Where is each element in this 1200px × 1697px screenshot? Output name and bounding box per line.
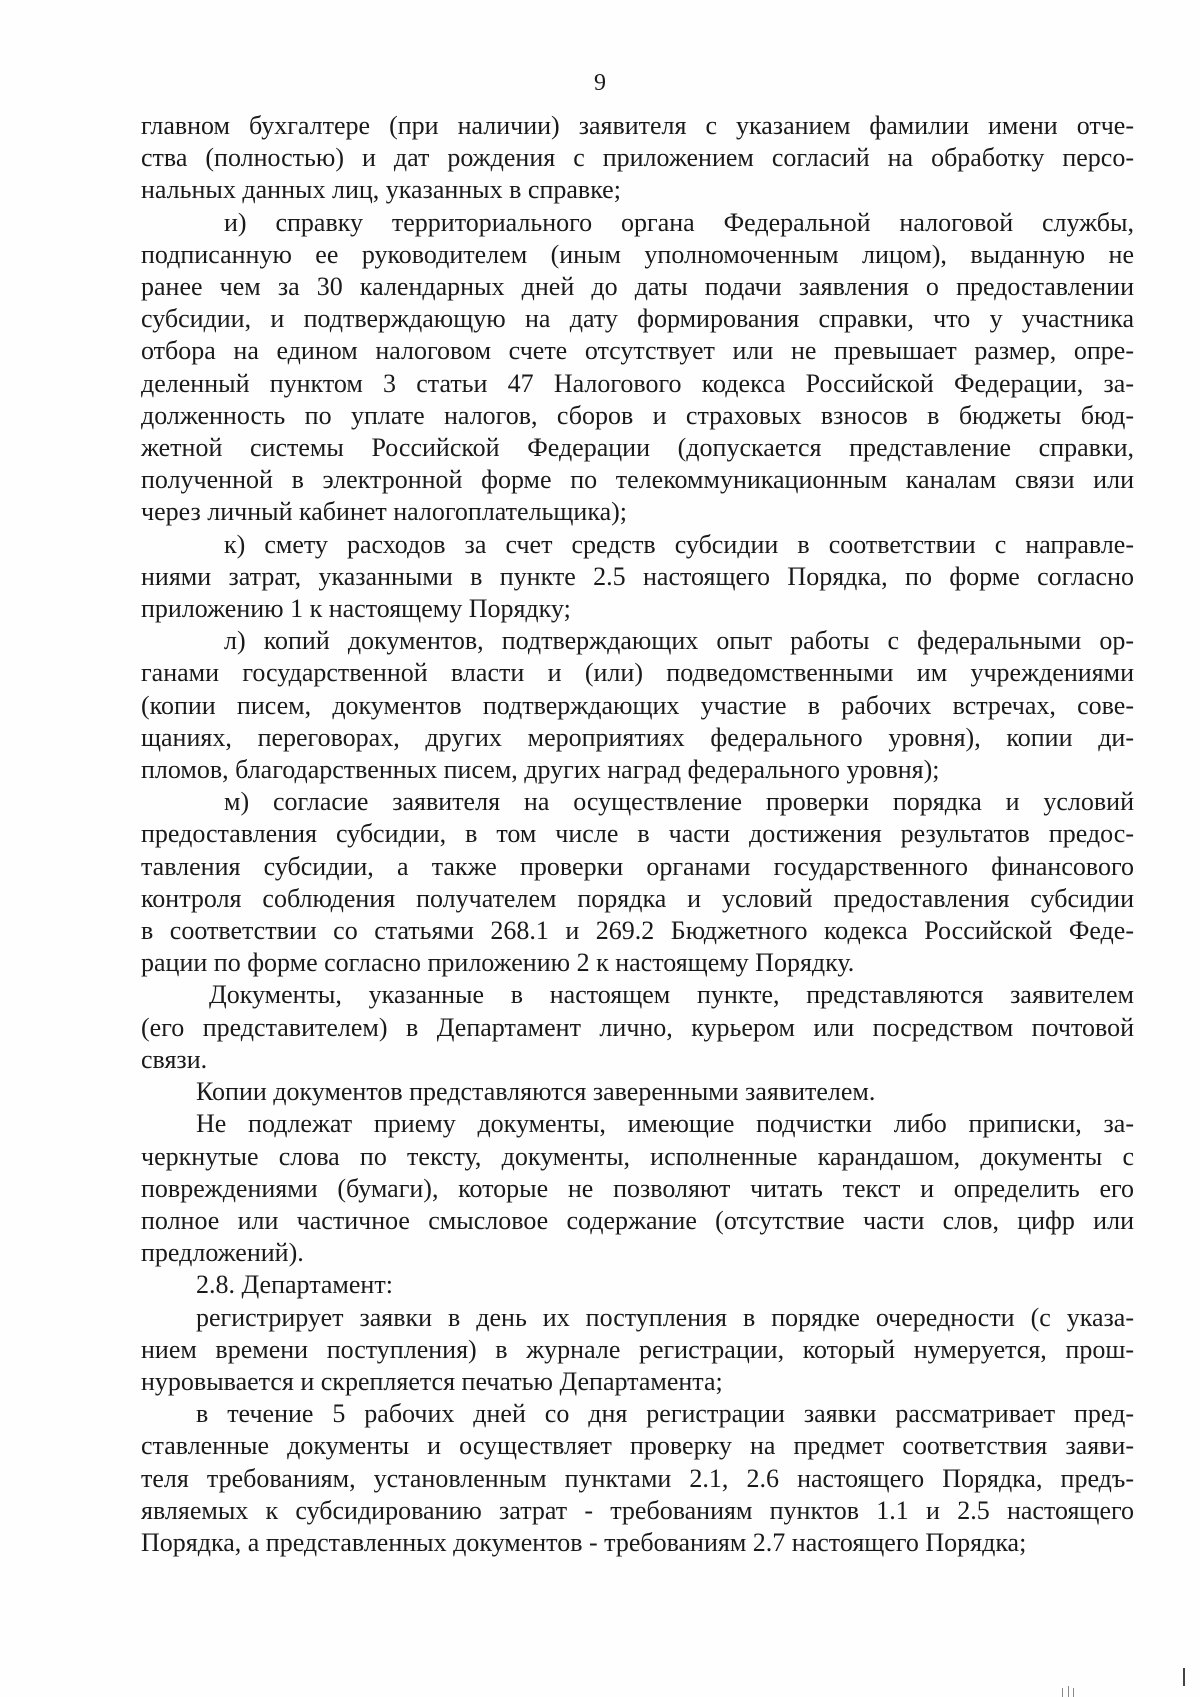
document-body — [141, 110, 1134, 1559]
text-line: предоставления субсидии, в том числе в части достижения результатов предос- — [141, 819, 1134, 849]
text-line: к) смету расходов за счет средств субсидии в соответствии с направле- — [224, 529, 1134, 559]
paragraph-m — [141, 786, 1134, 979]
text-line: теля требованиям, установленным пунктами 2.1, 2.6 настоящего Порядка, предъ- — [141, 1463, 1134, 1493]
paragraph-review — [141, 1398, 1134, 1559]
paragraph-copies — [141, 1076, 1134, 1108]
text-line: ранее чем за 30 календарных дней до даты подачи заявления о предоставлении — [141, 272, 1134, 302]
text-line: 2.8. Департамент: — [196, 1270, 393, 1300]
text-line: деленный пунктом 3 статьи 47 Налогового кодекса Российской Федерации, за- — [141, 368, 1134, 398]
text-line: Копии документов представляются заверенными заявителем. — [196, 1077, 876, 1107]
text-line: черкнутые слова по тексту, документы, исполненные карандашом, документы с — [141, 1141, 1134, 1171]
text-line: тавления субсидии, а также проверки органами государственного финансового — [141, 851, 1134, 881]
paragraph-register — [141, 1302, 1134, 1399]
text-line: главном бухгалтере (при наличии) заявителя с указанием фамилии имени отче- — [141, 111, 1134, 140]
text-line: пломов, благодарственных писем, других наград федерального уровня); — [141, 755, 940, 785]
text-line: отбора на едином налоговом счете отсутствует или не превышает размер, опре- — [141, 336, 1134, 366]
text-line: в течение 5 рабочих дней со дня регистрации заявки рассматривает пред- — [196, 1399, 1134, 1429]
text-line: Документы, указанные в настоящем пункте, представляются заявителем — [209, 980, 1134, 1010]
text-line: нуровывается и скрепляется печатью Департамента; — [141, 1366, 723, 1396]
text-line: рации по форме согласно приложению 2 к настоящему Порядку. — [141, 948, 855, 978]
text-line: полученной в электронной форме по телекоммуникационным каналам связи или — [141, 465, 1134, 495]
paragraph-28 — [141, 1269, 1134, 1301]
text-line: контроля соблюдения получателем порядка и условий предоставления субсидии — [141, 883, 1134, 913]
text-line: ставленные документы и осуществляет проверку на предмет соответствия заяви- — [141, 1431, 1134, 1461]
text-line: повреждениями (бумаги), которые не позволяют читать текст и определить его — [141, 1173, 1134, 1203]
text-line: л) копий документов, подтверждающих опыт работы с федеральными ор- — [224, 626, 1134, 656]
text-line: долженность по уплате налогов, сборов и страховых взносов в бюджеты бюд- — [141, 400, 1134, 430]
text-line: являемых к субсидированию затрат - требованиям пунктов 1.1 и 2.5 настоящего — [141, 1495, 1134, 1525]
text-line: Не подлежат приему документы, имеющие подчистки либо приписки, за- — [196, 1109, 1134, 1139]
text-line: жетной системы Российской Федерации (допускается представление справки, — [141, 433, 1134, 463]
text-line: (копии писем, документов подтверждающих участие в рабочих встречах, сове- — [141, 690, 1134, 720]
text-line: (его представителем) в Департамент лично, курьером или посредством почтовой — [141, 1012, 1134, 1042]
paragraph-intro — [141, 110, 1134, 207]
paragraph-l — [141, 625, 1134, 786]
text-line: и) справку территориального органа Федеральной налоговой службы, — [224, 207, 1134, 237]
text-line: ниями затрат, указанными в пункте 2.5 настоящего Порядка, по форме согласно — [141, 561, 1134, 591]
text-line: предложений). — [141, 1238, 304, 1268]
text-line: нальных данных лиц, указанных в справке; — [141, 175, 621, 205]
paragraph-k — [141, 529, 1134, 626]
scan-artifact — [1183, 1668, 1185, 1686]
scan-artifact — [1068, 1686, 1069, 1697]
text-line: связи. — [141, 1044, 208, 1074]
paragraph-i — [141, 207, 1134, 529]
text-line: ства (полностью) и дат рождения с приложением согласий на обработку персо- — [141, 143, 1134, 173]
scan-artifact — [1062, 1688, 1063, 1697]
text-line: регистрирует заявки в день их поступления в порядке очередности (с указа- — [196, 1302, 1134, 1332]
text-line: в соответствии со статьями 268.1 и 269.2 Бюджетного кодекса Российской Феде- — [141, 916, 1134, 946]
text-line: субсидии, и подтверждающую на дату формирования справки, что у участника — [141, 304, 1134, 334]
scan-artifact — [1073, 1688, 1074, 1697]
text-line: м) согласие заявителя на осуществление проверки порядка и условий — [224, 787, 1134, 817]
text-line: нием времени поступления) в журнале регистрации, который нумеруется, прош- — [141, 1334, 1134, 1364]
text-line: ганами государственной власти и (или) подведомственными им учреждениями — [141, 658, 1134, 688]
text-line: через личный кабинет налогоплательщика); — [141, 497, 628, 527]
text-line: щаниях, переговорах, других мероприятиях федерального уровня), копии ди- — [141, 722, 1134, 752]
text-line: Порядка, а представленных документов - требованиям 2.7 настоящего Порядка; — [141, 1527, 1027, 1557]
paragraph-docs — [141, 979, 1134, 1076]
page-number: 9 — [594, 70, 606, 96]
paragraph-reject — [141, 1108, 1134, 1269]
text-line: полное или частичное смысловое содержание (отсутствие части слов, цифр или — [141, 1205, 1134, 1235]
text-line: приложению 1 к настоящему Порядку; — [141, 594, 571, 624]
text-line: подписанную ее руководителем (иным уполномоченным лицом), выданную не — [141, 239, 1134, 269]
